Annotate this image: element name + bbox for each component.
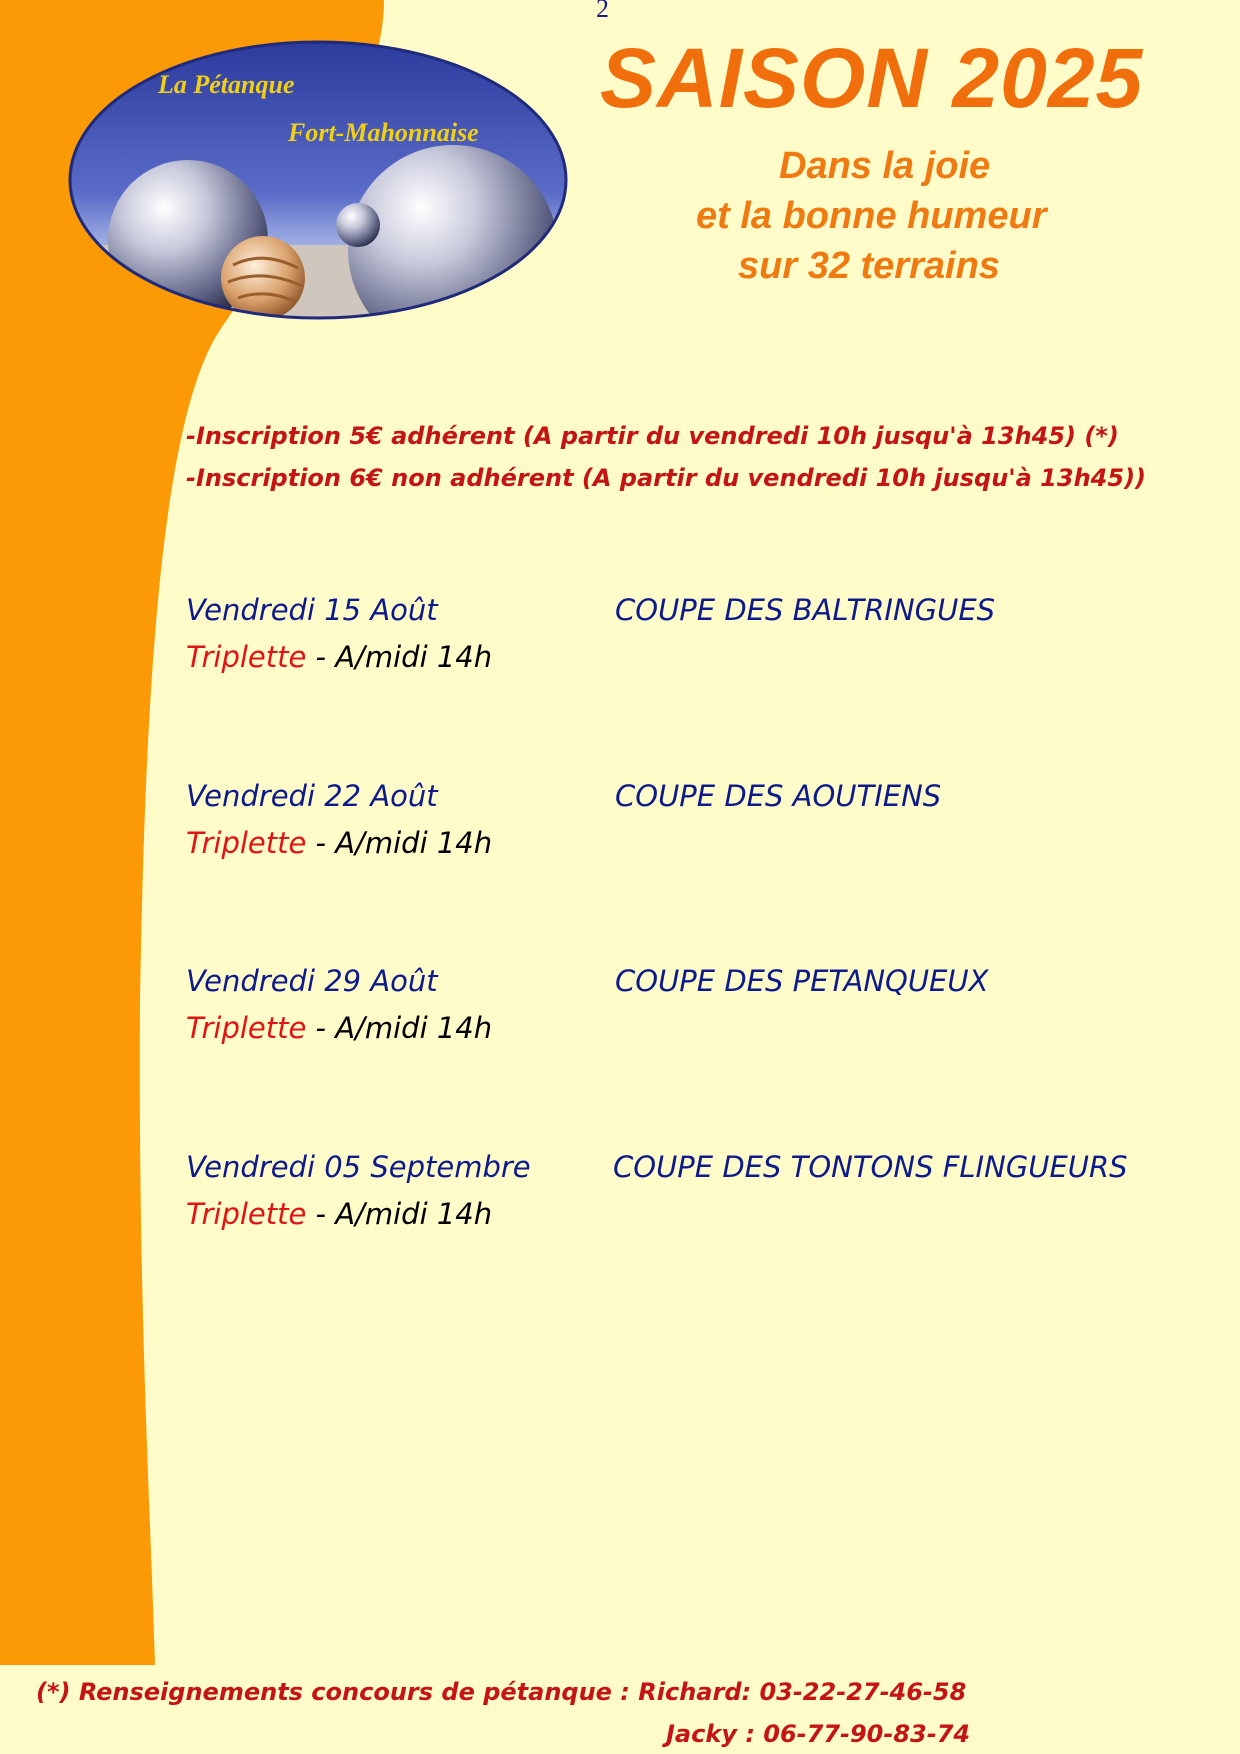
- footer-contact-richard: (*) Renseignements concours de pétanque : Richard: 03-22-27-46-58: [36, 1678, 967, 1706]
- event-format: [186, 826, 492, 860]
- event-cup-name: COUPE DES BALTRINGUES: [615, 593, 996, 627]
- event-cup-name: COUPE DES TONTONS FLINGUEURS: [613, 1150, 1128, 1184]
- tagline-line-1: Dans la joie: [779, 145, 991, 187]
- event-format-type: Triplette: [186, 640, 307, 674]
- event-date: Vendredi 15 Août: [186, 593, 438, 627]
- event-date: Vendredi 22 Août: [186, 779, 438, 813]
- event-cup-name: COUPE DES AOUTIENS: [615, 779, 942, 813]
- event-cup-name: COUPE DES PETANQUEUX: [615, 964, 989, 998]
- event-format-type: Triplette: [186, 826, 307, 860]
- page-number: 2: [596, 0, 609, 23]
- event-format: [186, 1197, 492, 1231]
- club-logo: [68, 40, 568, 320]
- tagline-line-2: et la bonne humeur: [696, 195, 1047, 237]
- season-title: SAISON 2025: [600, 31, 1144, 125]
- footer-contact-jacky: Jacky : 06-77-90-83-74: [666, 1720, 971, 1748]
- event-time: - A/midi 14h: [306, 640, 493, 674]
- event-format: [186, 1011, 492, 1045]
- tagline-line-3: sur 32 terrains: [738, 245, 1000, 287]
- event-date: Vendredi 29 Août: [186, 964, 438, 998]
- event-time: - A/midi 14h: [306, 1011, 493, 1045]
- logo-text-line-1: La Pétanque: [158, 70, 295, 99]
- event-time: - A/midi 14h: [306, 1197, 493, 1231]
- registration-member: -Inscription 5€ adhérent (A partir du vendredi 10h jusqu'à 13h45) (*): [186, 422, 1119, 450]
- logo-text-line-2: Fort-Mahonnaise: [288, 118, 479, 147]
- event-date: Vendredi 05 Septembre: [186, 1150, 531, 1184]
- event-format: [186, 640, 492, 674]
- event-format-type: Triplette: [186, 1197, 307, 1231]
- event-time: - A/midi 14h: [306, 826, 493, 860]
- registration-non-member: -Inscription 6€ non adhérent (A partir du vendredi 10h jusqu'à 13h45)): [186, 464, 1146, 492]
- event-format-type: Triplette: [186, 1011, 307, 1045]
